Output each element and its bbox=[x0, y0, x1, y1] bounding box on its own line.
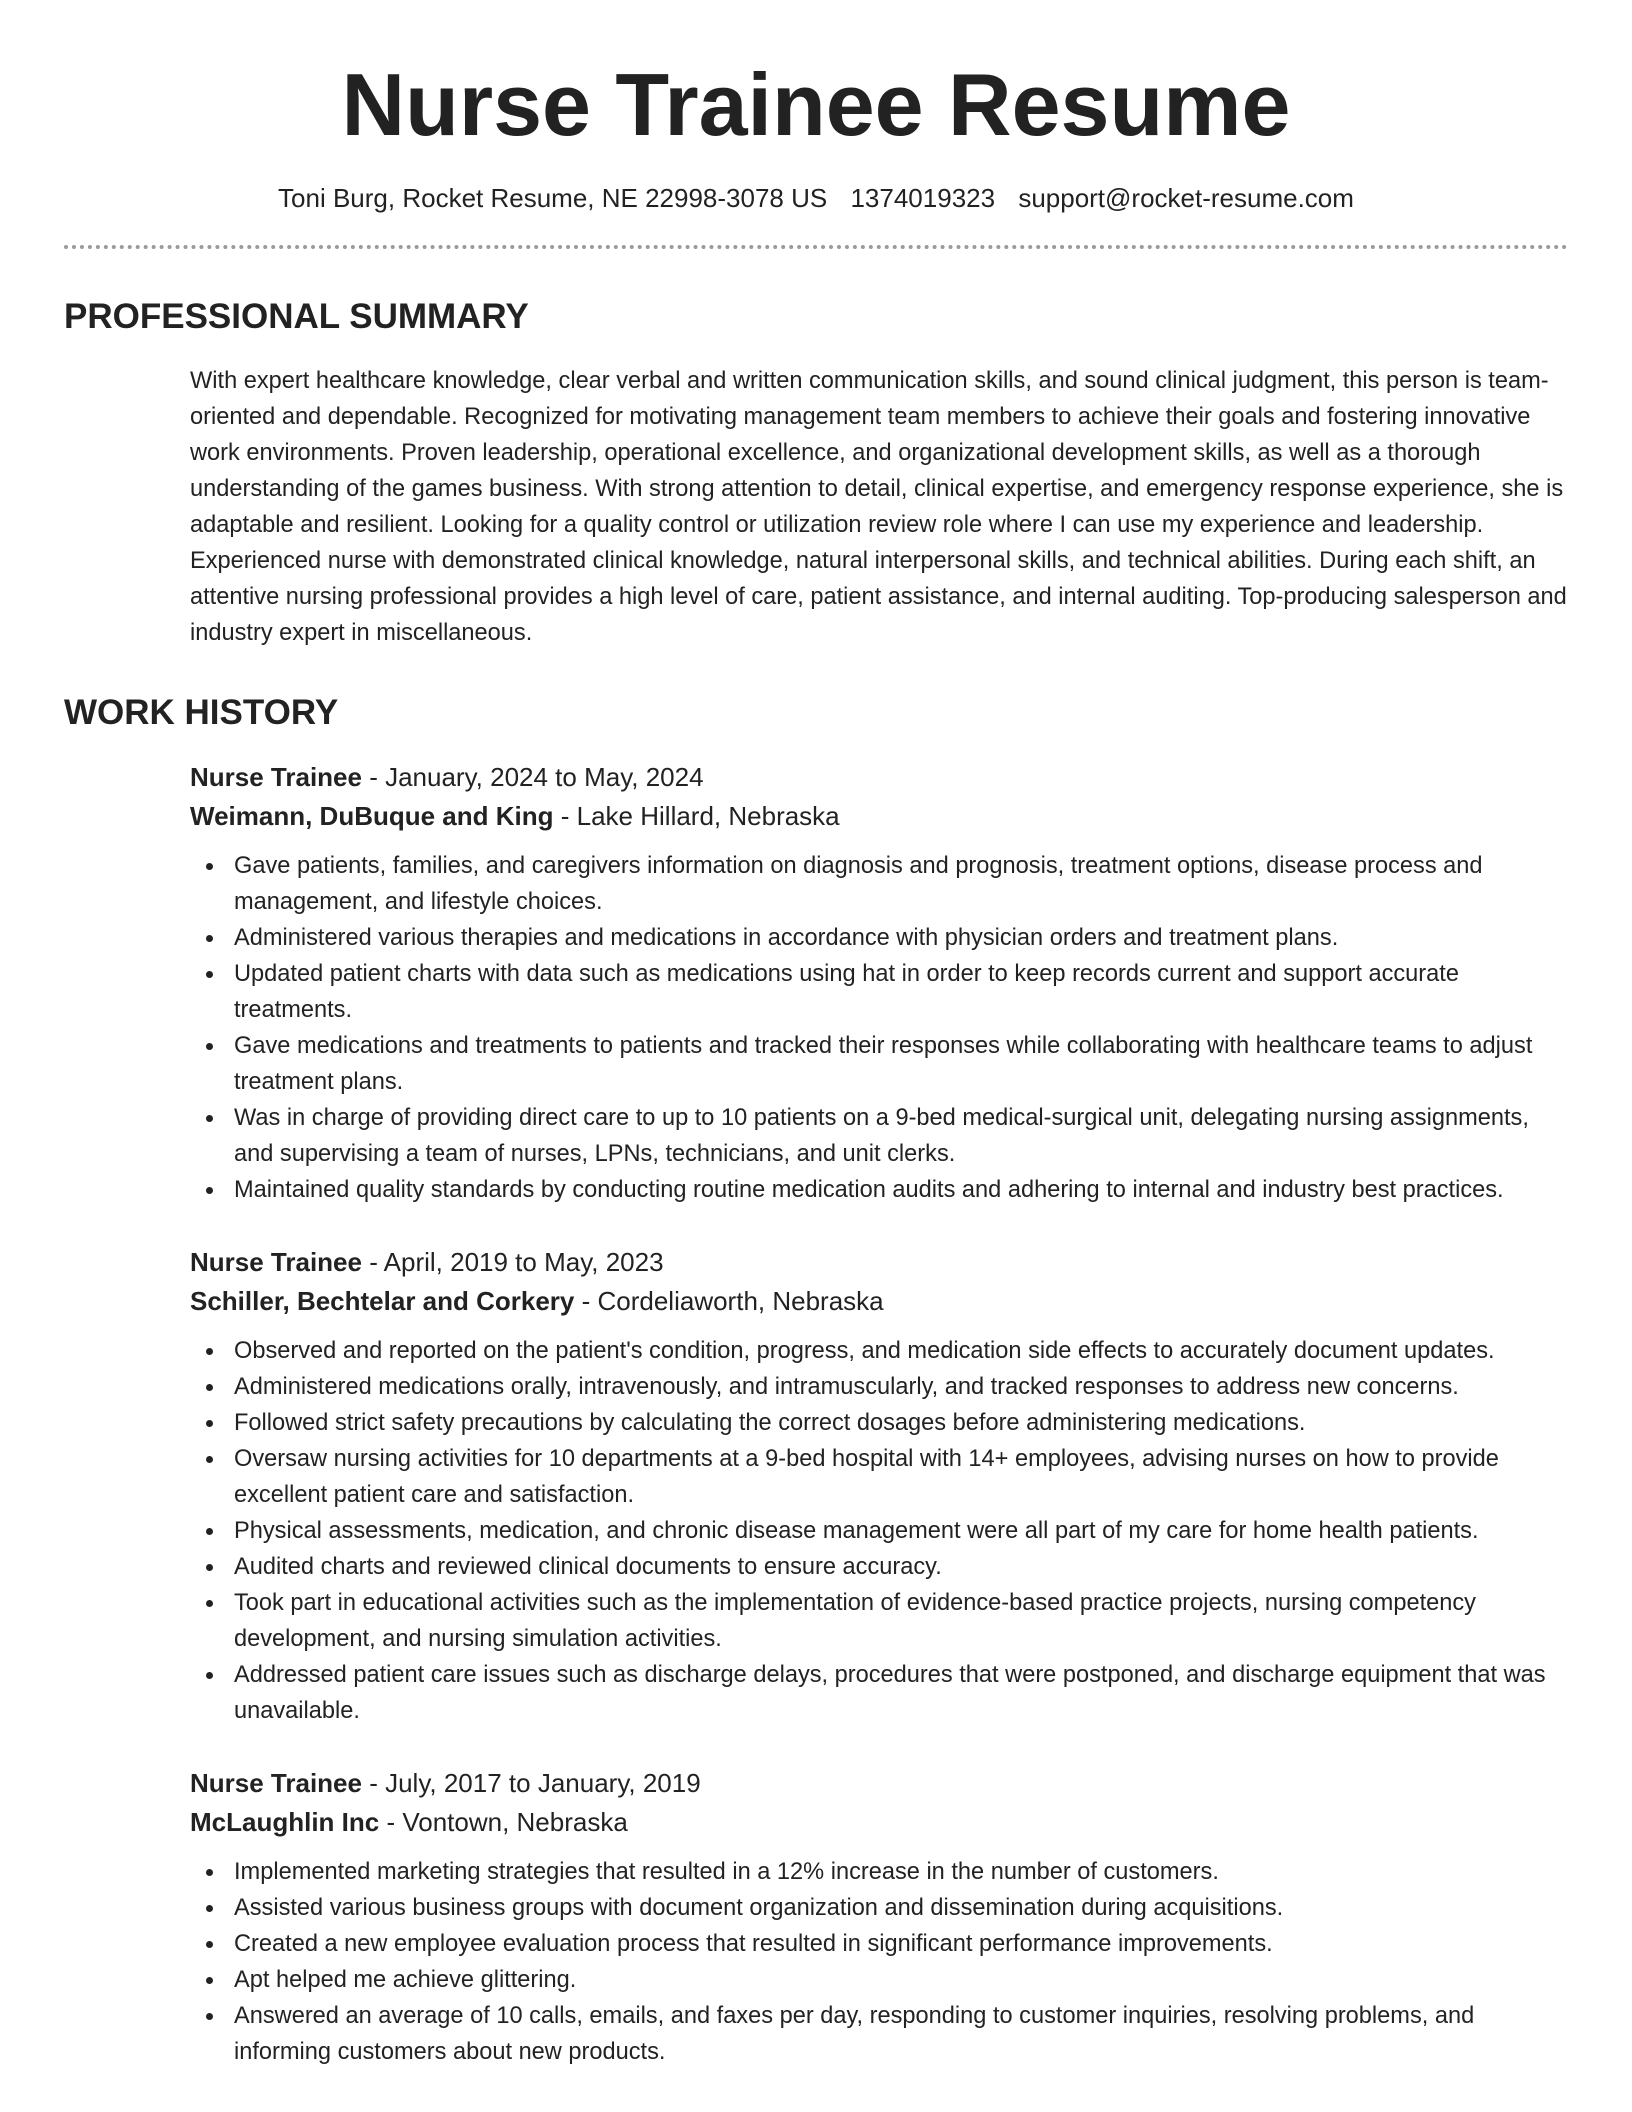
job-bullet: Physical assessments, medication, and chronic disease management were all part of my care for home health patients. bbox=[234, 1513, 1568, 1549]
job-bullet: Maintained quality standards by conducting routine medication audits and adhering to internal and industry best practices. bbox=[234, 1172, 1568, 1208]
job-title: Nurse Trainee bbox=[190, 1247, 362, 1277]
job-bullet: Followed strict safety precautions by calculating the correct dosages before administering medications. bbox=[234, 1405, 1568, 1441]
job-bullet: Implemented marketing strategies that resulted in a 12% increase in the number of customers. bbox=[234, 1854, 1568, 1890]
job-company-line bbox=[190, 1804, 1568, 1840]
job-bullet: Oversaw nursing activities for 10 departments at a 9-bed hospital with 14+ employees, advising nurses on how to provide excellent patient care and satisfaction. bbox=[234, 1441, 1568, 1513]
job-dates: - January, 2024 to May, 2024 bbox=[361, 762, 704, 792]
job-bullet: Gave patients, families, and caregivers information on diagnosis and prognosis, treatment options, disease process and management, and lifestyle choices. bbox=[234, 848, 1568, 920]
job-location: - Lake Hillard, Nebraska bbox=[553, 801, 840, 831]
job-bullet: Answered an average of 10 calls, emails, and faxes per day, responding to customer inquiries, resolving problems, and informing customers about new products. bbox=[234, 1998, 1568, 2070]
job-title: Nurse Trainee bbox=[190, 1768, 362, 1798]
job-bullet: Administered various therapies and medications in accordance with physician orders and treatment plans. bbox=[234, 920, 1568, 956]
contact-email: support@rocket-resume.com bbox=[1018, 183, 1354, 213]
job-title: Nurse Trainee bbox=[190, 762, 362, 792]
job-bullet: Audited charts and reviewed clinical documents to ensure accuracy. bbox=[234, 1549, 1568, 1585]
job-entry bbox=[190, 1765, 1568, 2070]
job-bullet-list bbox=[190, 1854, 1568, 2070]
job-company: Schiller, Bechtelar and Corkery bbox=[190, 1286, 575, 1316]
work-history-section bbox=[64, 691, 1568, 2070]
contact-phone: 1374019323 bbox=[850, 183, 996, 213]
job-bullet: Assisted various business groups with document organization and dissemination during acquisitions. bbox=[234, 1890, 1568, 1926]
job-company-line bbox=[190, 1283, 1568, 1319]
summary-text: With expert healthcare knowledge, clear verbal and written communication skills, and sound clinical judgment, this person is team-oriented and dependable. Recognized for motivating management team members to achieve their goals and fostering innovative work environments. Proven leadership, operational excellence, and organizational development skills, as well as a thorough understanding of the games business. With strong attention to detail, clinical expertise, and emergency response experience, she is adaptable and resilient. Looking for a quality control or utilization review role where I can use my experience and leadership. Experienced nurse with demonstrated clinical knowledge, natural interpersonal skills, and technical abilities. During each shift, an attentive nursing professional provides a high level of care, patient assistance, and internal auditing. Top-producing salesperson and industry expert in miscellaneous. bbox=[190, 368, 1567, 646]
summary-heading: PROFESSIONAL SUMMARY bbox=[64, 297, 529, 336]
job-bullet: Took part in educational activities such as the implementation of evidence-based practice projects, nursing competency development, and nursing simulation activities. bbox=[234, 1585, 1568, 1657]
job-bullet: Gave medications and treatments to patients and tracked their responses while collaborating with healthcare teams to adjust treatment plans. bbox=[234, 1028, 1568, 1100]
job-bullet: Administered medications orally, intravenously, and intramuscularly, and tracked responses to address new concerns. bbox=[234, 1369, 1568, 1405]
job-bullet: Updated patient charts with data such as medications using hat in order to keep records current and support accurate treatments. bbox=[234, 956, 1568, 1028]
job-bullet-list bbox=[190, 848, 1568, 1208]
job-bullet-list bbox=[190, 1333, 1568, 1729]
job-title-line bbox=[190, 1244, 1568, 1280]
job-title-line bbox=[190, 759, 1568, 795]
job-bullet: Created a new employee evaluation process that resulted in significant performance improvements. bbox=[234, 1926, 1568, 1962]
job-dates: - July, 2017 to January, 2019 bbox=[361, 1768, 701, 1798]
job-bullet: Observed and reported on the patient's condition, progress, and medication side effects to accurately document updates. bbox=[234, 1333, 1568, 1369]
work-history-heading: WORK HISTORY bbox=[64, 693, 339, 732]
page-title: Nurse Trainee Resume bbox=[341, 55, 1291, 154]
job-company-line bbox=[190, 798, 1568, 834]
professional-summary-section bbox=[64, 295, 1568, 651]
contact-line bbox=[64, 181, 1568, 215]
job-location: - Vontown, Nebraska bbox=[379, 1807, 628, 1837]
job-bullet: Addressed patient care issues such as discharge delays, procedures that were postponed, and discharge equipment that was unavailable. bbox=[234, 1657, 1568, 1729]
job-bullet: Apt helped me achieve glittering. bbox=[234, 1962, 1568, 1998]
header-divider bbox=[64, 245, 1568, 249]
job-company: McLaughlin Inc bbox=[190, 1807, 380, 1837]
job-title-line bbox=[190, 1765, 1568, 1801]
job-location: - Cordeliaworth, Nebraska bbox=[574, 1286, 884, 1316]
job-bullet: Was in charge of providing direct care to up to 10 patients on a 9-bed medical-surgical unit, delegating nursing assignments, and supervising a team of nurses, LPNs, technicians, and unit clerks. bbox=[234, 1100, 1568, 1172]
job-company: Weimann, DuBuque and King bbox=[190, 801, 554, 831]
job-entry bbox=[190, 1244, 1568, 1729]
job-dates: - April, 2019 to May, 2023 bbox=[361, 1247, 664, 1277]
contact-address: Toni Burg, Rocket Resume, NE 22998-3078 US bbox=[278, 183, 828, 213]
job-entry bbox=[190, 759, 1568, 1208]
